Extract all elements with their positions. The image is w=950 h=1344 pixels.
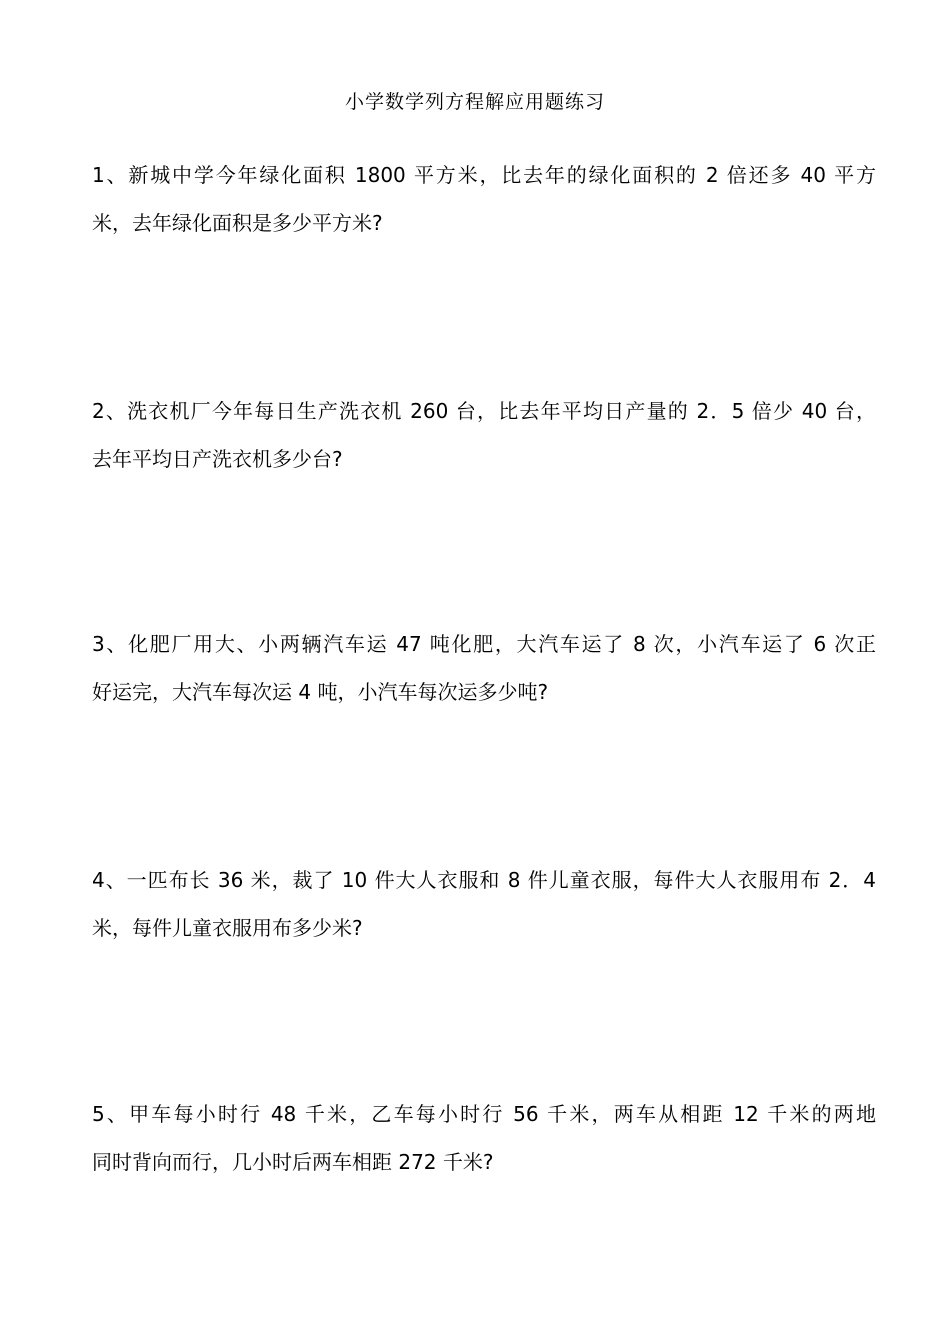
question-5-line-1: 5、甲车每小时行 48 千米，乙车每小时行 56 千米，两车从相距 12 千米的两地 [92,1102,876,1126]
page-title: 小学数学列方程解应用题练习 [344,91,605,113]
question-2 [92,387,876,483]
question-4 [92,856,876,952]
question-2-line-2: 去年平均日产洗衣机多少台? [92,447,343,471]
question-1 [92,151,876,247]
question-1-line-1: 1、新城中学今年绿化面积 1800 平方米，比去年的绿化面积的 2 倍还多 40 平方 [92,163,876,187]
question-3-line-2: 好运完，大汽车每次运 4 吨，小汽车每次运多少吨? [92,680,549,704]
question-3 [92,620,876,716]
question-3-line-1: 3、化肥厂用大、小两辆汽车运 47 吨化肥，大汽车运了 8 次，小汽车运了 6 次正 [92,632,876,656]
question-5 [92,1090,876,1186]
question-4-line-1: 4、一匹布长 36 米，裁了 10 件大人衣服和 8 件儿童衣服，每件大人衣服用布 2．4 [92,868,876,892]
question-4-line-2: 米，每件儿童衣服用布多少米? [92,916,363,940]
question-5-line-2: 同时背向而行，几小时后两车相距 272 千米? [92,1150,494,1174]
question-1-line-2: 米，去年绿化面积是多少平方米? [92,211,383,235]
question-2-line-1: 2、洗衣机厂今年每日生产洗衣机 260 台，比去年平均日产量的 2．5 倍少 40 台， [92,399,876,423]
